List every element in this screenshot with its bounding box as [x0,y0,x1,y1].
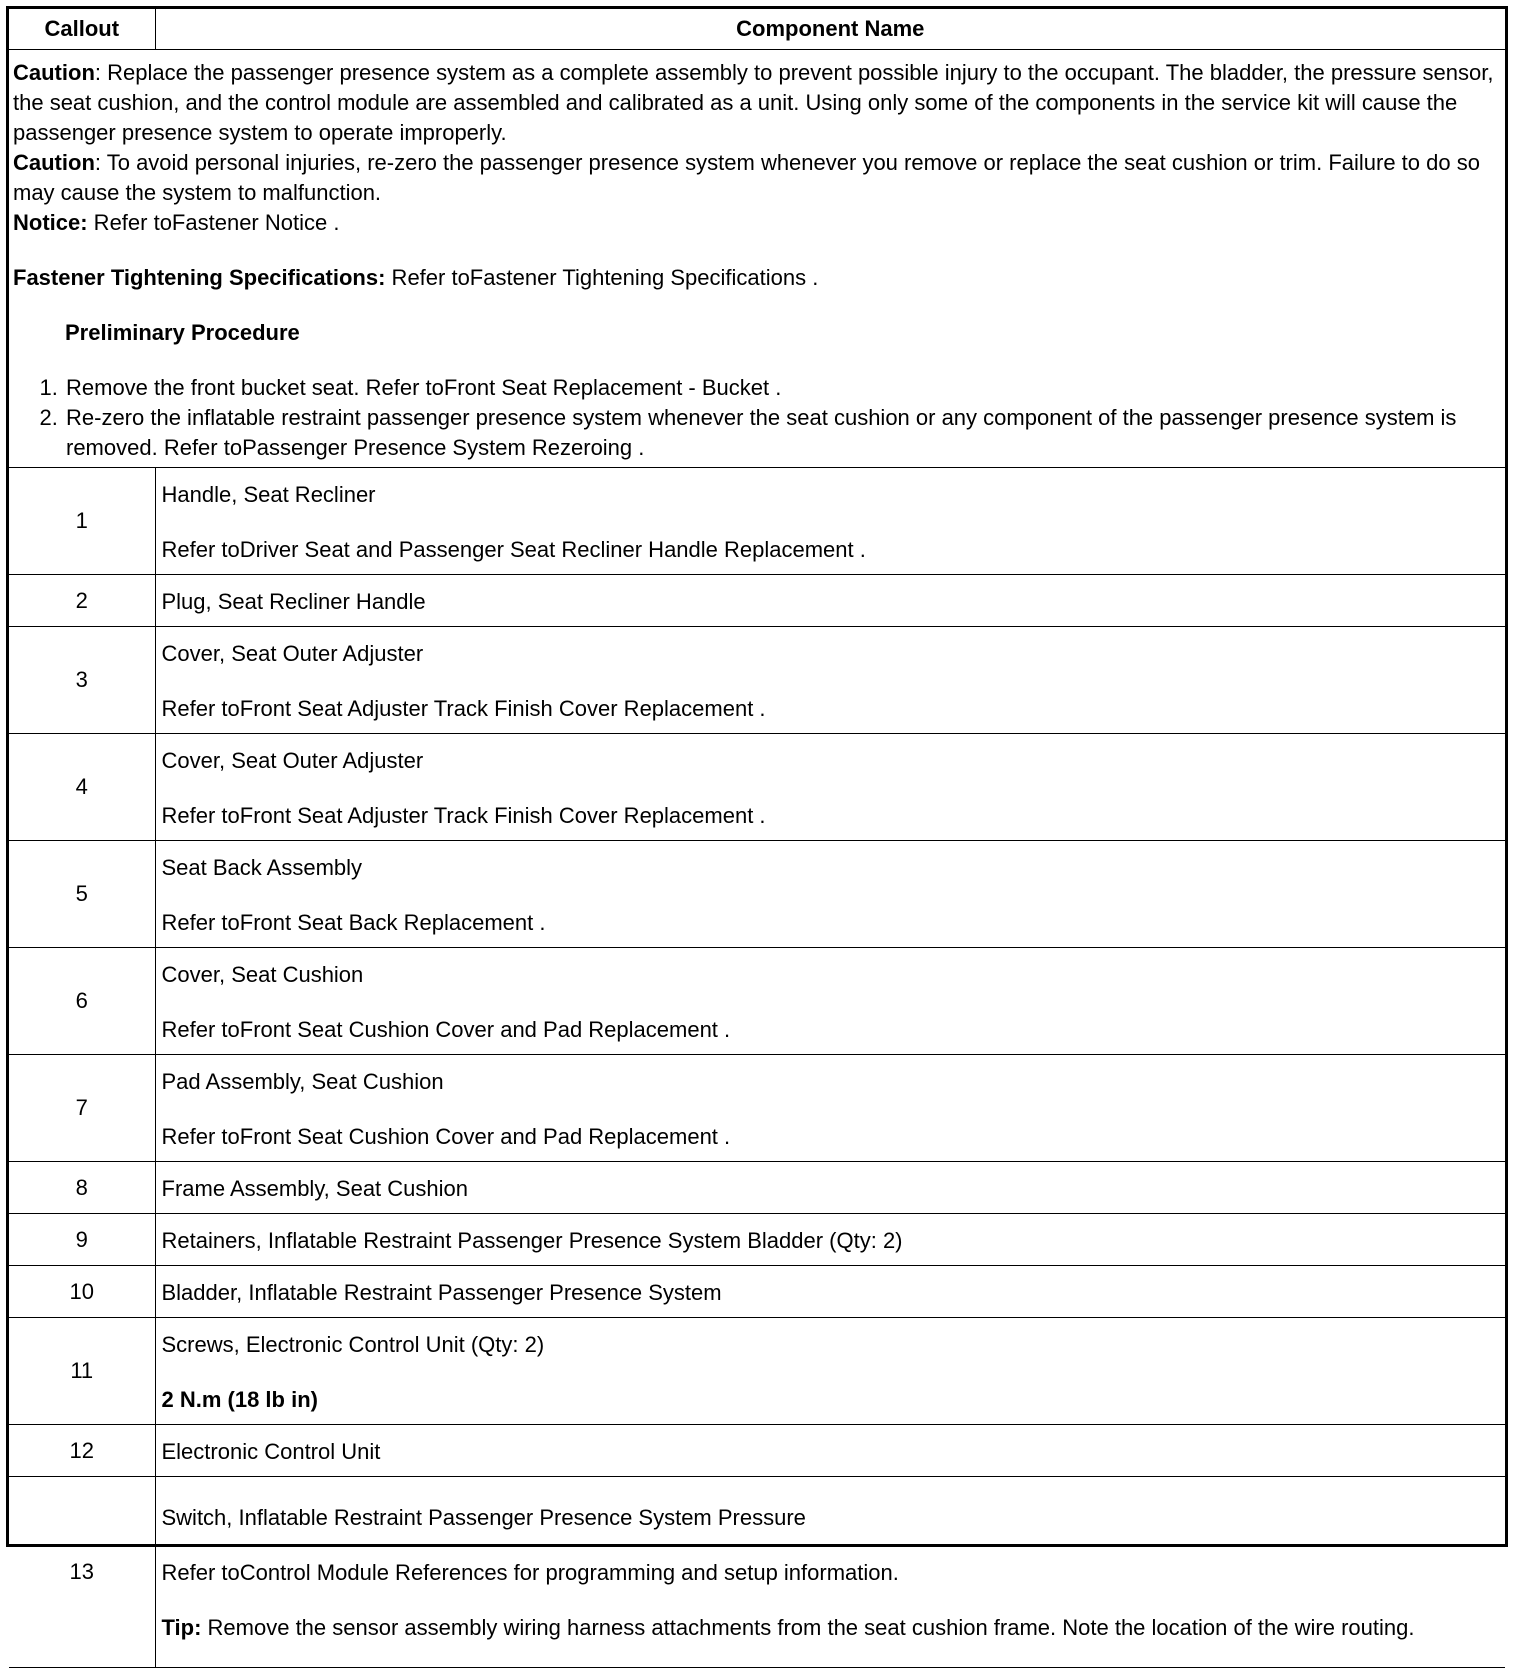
component-cell [155,1266,1505,1318]
table-row [9,1318,1505,1425]
tip-text: Remove the sensor assembly wiring harness attachments from the seat cushion frame. Note the location of the wire routing. [201,1615,1415,1640]
component-reference: Refer toFront Seat Adjuster Track Finish Cover Replacement . [161,802,766,828]
component-reference: Refer toFront Seat Back Replacement . [161,909,546,935]
component-cell [155,1162,1505,1214]
table-row [9,1214,1505,1266]
component-cell [155,468,1505,575]
notes-cell [9,50,1505,468]
callout-number: 11 [9,1318,155,1425]
callout-number: 7 [9,1055,155,1162]
component-reference: Refer toFront Seat Adjuster Track Finish Cover Replacement . [161,695,766,721]
document-page [6,6,1508,1640]
callout-number: 8 [9,1162,155,1214]
table-row [9,948,1505,1055]
table-row [9,734,1505,841]
torque-spec [162,1385,1500,1415]
component-name: Handle, Seat Recliner [161,481,376,507]
callout-number: 3 [9,627,155,734]
caution-1 [13,58,1501,148]
callout-number: 13 [9,1477,155,1668]
component-name: Retainers, Inflatable Restraint Passenger Presence System Bladder (Qty: 2) [161,1227,903,1253]
header-callout: Callout [9,9,155,50]
table-row [9,1162,1505,1214]
callout-number: 9 [9,1214,155,1266]
component-cell [155,734,1505,841]
component-cell [155,1477,1505,1668]
component-name: Plug, Seat Recliner Handle [161,588,426,614]
callout-number: 4 [9,734,155,841]
procedure-step: 1. Remove the front bucket seat. Refer toFront Seat Replacement - Bucket . [64,373,1501,403]
caution-2-text: : To avoid personal injuries, re-zero the passenger presence system whenever you remove or replace the seat cushion or trim. Failure to do so may cause the system to malfunction. [13,150,1480,205]
fastener-text: Refer toFastener Tightening Specifications . [385,265,819,290]
table-row [9,1055,1505,1162]
component-cell [155,841,1505,948]
component-reference: Refer toFront Seat Cushion Cover and Pad Replacement . [161,1123,731,1149]
callout-number: 5 [9,841,155,948]
table-row [9,1425,1505,1477]
component-name: Cover, Seat Cushion [161,961,364,987]
header-component-name: Component Name [155,9,1505,50]
callout-number: 12 [9,1425,155,1477]
component-name: Cover, Seat Outer Adjuster [161,640,424,666]
notes-row [9,50,1505,468]
component-reference: Refer toControl Module References for programming and setup information. [161,1560,899,1585]
tip [162,1613,1500,1643]
component-name: Screws, Electronic Control Unit (Qty: 2) [161,1331,545,1357]
tip-label: Tip: [161,1615,202,1640]
notice [13,208,1501,238]
component-name: Frame Assembly, Seat Cushion [161,1175,468,1201]
component-cell [155,1318,1505,1425]
procedure-title: Preliminary Procedure [65,320,300,345]
table-row [9,1266,1505,1318]
fastener-label: Fastener Tightening Specifications: [13,265,386,290]
component-reference: Refer toDriver Seat and Passenger Seat Recliner Handle Replacement . [161,536,866,562]
table-row [9,1477,1505,1668]
fastener-spec [13,263,1501,293]
callout-number: 2 [9,575,155,627]
component-name: Bladder, Inflatable Restraint Passenger Presence System [161,1279,722,1305]
component-cell [155,1055,1505,1162]
table-row [9,627,1505,734]
table-row [9,468,1505,575]
component-name: Electronic Control Unit [161,1438,381,1464]
procedure-steps [13,373,1501,463]
caution-2 [13,148,1501,208]
component-table [9,9,1505,1668]
table-header-row [9,9,1505,50]
component-reference: Refer toFront Seat Cushion Cover and Pad Replacement . [161,1016,731,1042]
caution-1-text: : Replace the passenger presence system as a complete assembly to prevent possible injury to the occupant. The bladder, the pressure sensor, the seat cushion, and the control module are assembled and calibrated as a unit. Using only some of the components in the service kit will cause the passenger presence system to operate improperly. [13,60,1494,145]
callout-number: 1 [9,468,155,575]
notice-text: Refer toFastener Notice . [87,210,340,235]
component-name: Pad Assembly, Seat Cushion [161,1068,444,1094]
component-cell [155,575,1505,627]
caution-2-label: Caution [13,150,95,175]
table-row [9,575,1505,627]
callout-number: 10 [9,1266,155,1318]
component-cell [155,1425,1505,1477]
notice-label: Notice: [13,210,88,235]
component-cell [155,1214,1505,1266]
procedure-step: 2. Re-zero the inflatable restraint passenger presence system whenever the seat cushion or any component of the passenger presence system is removed. Refer toPassenger Presence System Rezeroing . [64,403,1501,463]
component-cell [155,948,1505,1055]
component-name: Switch, Inflatable Restraint Passenger Presence System Pressure [161,1505,806,1530]
torque-value: 2 N.m (18 lb in) [161,1386,318,1412]
component-name: Cover, Seat Outer Adjuster [161,747,424,773]
caution-1-label: Caution [13,60,95,85]
callout-number: 6 [9,948,155,1055]
component-name: Seat Back Assembly [161,854,363,880]
component-cell [155,627,1505,734]
table-row [9,841,1505,948]
